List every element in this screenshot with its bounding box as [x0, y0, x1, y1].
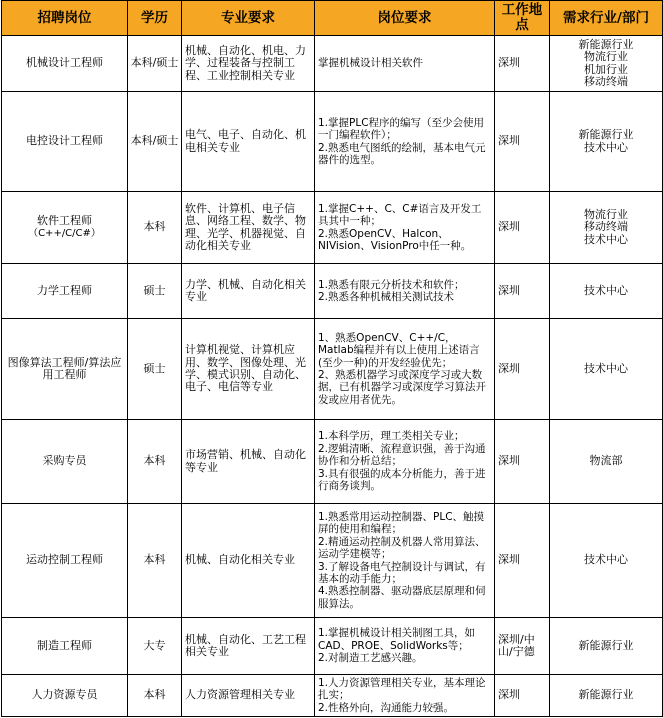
table-row — [2, 36, 663, 92]
requirements-cell: 1.本科学历，理工类相关专业； 2.逻辑清晰、流程意识强，善于沟通协作和分析总结； 3.具有很强的成本分析能力，善于进行商务谈判。 — [315, 420, 495, 504]
table-row — [2, 504, 663, 618]
major-cell: 力学、机械、自动化相关专业 — [182, 264, 315, 319]
requirements-cell: 1.掌握C++、C、C#语言及开发工具其中一种； 2.熟悉OpenCV、Halcon、NIVision、VisionPro中任一种。 — [315, 192, 495, 264]
position-cell: 电控设计工程师 — [2, 92, 128, 192]
location-cell: 深圳/中山/宁德 — [495, 618, 550, 675]
location-cell: 深圳 — [495, 319, 550, 420]
department-cell: 新能源行业 — [550, 618, 663, 675]
education-cell: 本科 — [128, 504, 182, 618]
location-cell: 深圳 — [495, 264, 550, 319]
position-cell: 采购专员 — [2, 420, 128, 504]
location-cell: 深圳 — [495, 504, 550, 618]
table-row — [2, 618, 663, 675]
department-cell: 技术中心 — [550, 504, 663, 618]
header-location: 工作地点 — [495, 1, 550, 36]
education-cell: 大专 — [128, 618, 182, 675]
table-row — [2, 420, 663, 504]
header-row — [2, 1, 663, 36]
table-row — [2, 92, 663, 192]
requirements-cell: 掌握机械设计相关软件 — [315, 36, 495, 92]
header-major: 专业要求 — [182, 1, 315, 36]
location-cell: 深圳 — [495, 420, 550, 504]
position-title: 软件工程师 — [37, 214, 92, 228]
header-requirements: 岗位要求 — [315, 1, 495, 36]
education-cell: 本科/硕士 — [128, 36, 182, 92]
location-cell: 深圳 — [495, 92, 550, 192]
recruitment-table — [1, 0, 663, 717]
header-education: 学历 — [128, 1, 182, 36]
education-cell: 本科 — [128, 675, 182, 717]
requirements-cell: 1.熟悉有限元分析技术和软件； 2.熟悉各种机械相关测试技术 — [315, 264, 495, 319]
position-cell: 力学工程师 — [2, 264, 128, 319]
position-cell: 制造工程师 — [2, 618, 128, 675]
requirements-cell: 1.掌握机械设计相关制图工具，如CAD、PROE、SolidWorks等； 2.对制造工艺感兴趣。 — [315, 618, 495, 675]
department-cell: 物流部 — [550, 420, 663, 504]
major-cell: 人力资源管理相关专业 — [182, 675, 315, 717]
education-cell: 硕士 — [128, 264, 182, 319]
education-cell: 硕士 — [128, 319, 182, 420]
major-cell: 机械、自动化、工艺工程相关专业 — [182, 618, 315, 675]
location-cell: 深圳 — [495, 192, 550, 264]
major-cell: 软件、计算机、电子信息、网络工程、数学、物理、光学、机器视觉、自动化相关专业 — [182, 192, 315, 264]
requirements-cell: 1.掌握PLC程序的编写（至少会使用一门编程软件）； 2.熟悉电气图纸的绘制，基本电气元器件的选型。 — [315, 92, 495, 192]
position-cell: 机械设计工程师 — [2, 36, 128, 92]
position-cell — [2, 192, 128, 264]
position-cell: 图像算法工程师/算法应用工程师 — [2, 319, 128, 420]
header-position: 招聘岗位 — [2, 1, 128, 36]
education-cell: 本科 — [128, 420, 182, 504]
header-department: 需求行业/部门 — [550, 1, 663, 36]
table-row — [2, 192, 663, 264]
position-subtitle: （C++/C/C#） — [28, 227, 101, 239]
position-cell: 人力资源专员 — [2, 675, 128, 717]
major-cell: 电气、电子、自动化、机电相关专业 — [182, 92, 315, 192]
department-cell: 新能源行业 — [550, 675, 663, 717]
location-cell: 深圳 — [495, 36, 550, 92]
major-cell: 市场营销、机械、自动化等专业 — [182, 420, 315, 504]
location-cell: 深圳 — [495, 675, 550, 717]
table-row — [2, 675, 663, 717]
major-cell: 机械、自动化、机电、力学、过程装备与控制工程、工业控制相关专业 — [182, 36, 315, 92]
requirements-cell: 1.人力资源管理相关专业，基本理论扎实； 2.性格外向，沟通能力较强。 — [315, 675, 495, 717]
requirements-cell: 1、熟悉OpenCV、C++/C，Matlab编程并有以上使用上述语言(至少一种)的开发经验优先； 2、熟悉机器学习或深度学习或大数据，已有机器学习或深度学习算法开发或应用者优先。 — [315, 319, 495, 420]
education-cell: 本科/硕士 — [128, 92, 182, 192]
position-cell: 运动控制工程师 — [2, 504, 128, 618]
department-cell: 物流行业 移动终端 技术中心 — [550, 192, 663, 264]
requirements-cell: 1.熟悉常用运动控制器、PLC、触摸屏的使用和编程； 2.精通运动控制及机器人常用算法、运动学建模等； 3.了解设备电气控制设计与调试，有基本的动手能力； 4.熟悉控制器、驱动器底层原理和伺服算法。 — [315, 504, 495, 618]
education-cell: 本科 — [128, 192, 182, 264]
table-row — [2, 264, 663, 319]
major-cell: 计算机视觉、计算机应用、数学、图像处理、光学、模式识别、自动化、电子、电信等专业 — [182, 319, 315, 420]
table-row — [2, 319, 663, 420]
major-cell: 机械、自动化相关专业 — [182, 504, 315, 618]
department-cell: 技术中心 — [550, 264, 663, 319]
department-cell: 新能源行业 技术中心 — [550, 92, 663, 192]
department-cell: 新能源行业 物流行业 机加行业 移动终端 — [550, 36, 663, 92]
department-cell: 技术中心 — [550, 319, 663, 420]
